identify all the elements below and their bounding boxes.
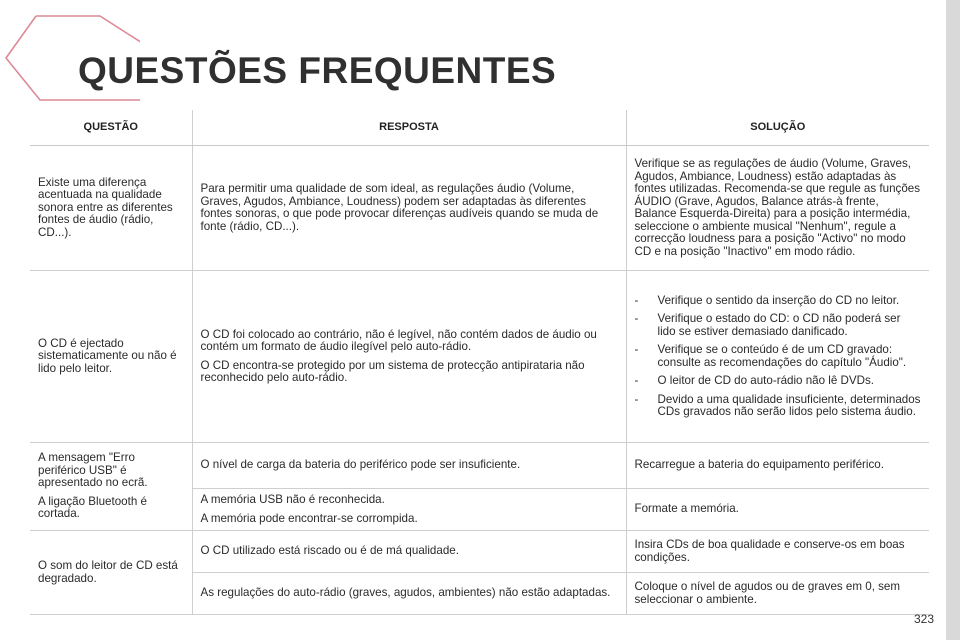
list-item: - Devido a uma qualidade insuficiente, determinados CDs gravados não serão lidos pelo sistema áudio. [634,392,921,418]
solution-cell [626,146,929,271]
answer-text: O nível de carga da bateria do periférico pode ser insuficiente. [200,458,521,472]
table-row [30,443,929,489]
solution-text: Formate a memória. [634,502,739,516]
page-number: 323 [913,612,934,626]
solution-list [635,295,922,419]
answer-text: A memória pode encontrar-se corrompida. [200,511,418,525]
solution-cell [626,271,929,443]
table-row [30,146,929,271]
answer-cell [192,146,626,271]
solution-text: Verifique se as regulações de áudio (Volume, Graves, Agudos, Ambiance, Loudness) estão adaptadas às fontes utilizadas. Recomenda-se que regule as funções ÁUDIO (Grave, Agudos, Balance atrás-à frente, Balance Esquerda-Direita) para a posição intermédia, seleccione o ambiente musical "Nenhum", regule a correcção loudness para a posição "Activo" no modo CD e na posição "Inactivo" em modo rádio. [634,157,921,258]
question-cell [30,531,192,615]
answer-cell [192,531,626,573]
page-edge-strip [946,0,960,640]
list-item-text: Devido a uma qualidade insuficiente, determinados CDs gravados não serão lidos pelo sistema áudio. [657,392,921,418]
list-item-text: Verifique o sentido da inserção do CD no leitor. [657,293,900,307]
list-item: - Verifique o estado do CD: o CD não poderá ser lido se estiver demasiado danificado. [634,312,901,338]
table-row [30,531,929,573]
page-title: QUESTÕES FREQUENTES [78,50,557,91]
answer-text: Para permitir uma qualidade de som ideal, as regulações áudio (Volume, Graves, Agudos, Ambiance, Loudness) podem ser adaptadas às diferentes fontes sonoras, o que pode provocar diferenças audíveis quando se muda de fonte (rádio, CD...). [200,182,599,233]
question-text: O CD é ejectado sistematicamente ou não é lido pelo leitor. [38,336,177,375]
solution-cell [626,531,929,573]
list-item: - O leitor de CD do auto-rádio não lê DVDs. [634,374,875,387]
header-answer: RESPOSTA [192,110,626,146]
solution-text: Recarregue a bateria do equipamento periférico. [634,458,884,472]
solution-text: Insira CDs de boa qualidade e conserve-os em boas condições. [634,538,905,564]
answer-cell [192,271,626,443]
answer-text: As regulações do auto-rádio (graves, agudos, ambientes) não estão adaptadas. [200,586,611,600]
question-text: Existe uma diferença acentuada na qualidade sonora entre as diferentes fontes de áudio (rádio, CD...). [38,175,173,239]
header-question: QUESTÃO [30,110,192,146]
list-item-text: O leitor de CD do auto-rádio não lê DVDs. [657,374,875,387]
question-text: A mensagem "Erro periférico USB" é apresentado no ecrã. [38,451,148,490]
answer-cell [192,443,626,489]
answer-cell [192,489,626,531]
table-header-row [30,110,929,146]
solution-cell [626,573,929,615]
answer-text: O CD foi colocado ao contrário, não é legível, não contém dados de áudio ou contém um formato de áudio ilegível pelo auto-rádio. [200,327,597,353]
answer-text: O CD utilizado está riscado ou é de má qualidade. [200,544,459,558]
question-cell [30,146,192,271]
question-cell [30,443,192,531]
solution-cell [626,443,929,489]
list-item: - Verifique se o conteúdo é de um CD gravado: consulte as recomendações do capítulo "Áudio". [634,343,907,369]
answer-text: A memória USB não é reconhecida. [200,493,385,506]
question-text: O som do leitor de CD está degradado. [38,559,178,585]
answer-text: O CD encontra-se protegido por um sistema de protecção antipirataria não reconhecido pelo auto-rádio. [200,358,585,384]
list-item-text: Verifique o estado do CD: o CD não poderá ser lido se estiver demasiado danificado. [657,312,901,338]
answer-cell [192,573,626,615]
header-solution: SOLUÇÃO [626,110,929,146]
list-item: - Verifique o sentido da inserção do CD no leitor. [634,293,900,307]
solution-text: Coloque o nível de agudos ou de graves em 0, sem seleccionar o ambiente. [634,580,901,606]
faq-table [30,110,929,615]
list-item-text: Verifique se o conteúdo é de um CD gravado: consulte as recomendações do capítulo "Áudio". [657,343,907,369]
solution-cell [626,489,929,531]
question-cell [30,271,192,443]
question-text: A ligação Bluetooth é cortada. [38,494,147,521]
table-row [30,271,929,443]
